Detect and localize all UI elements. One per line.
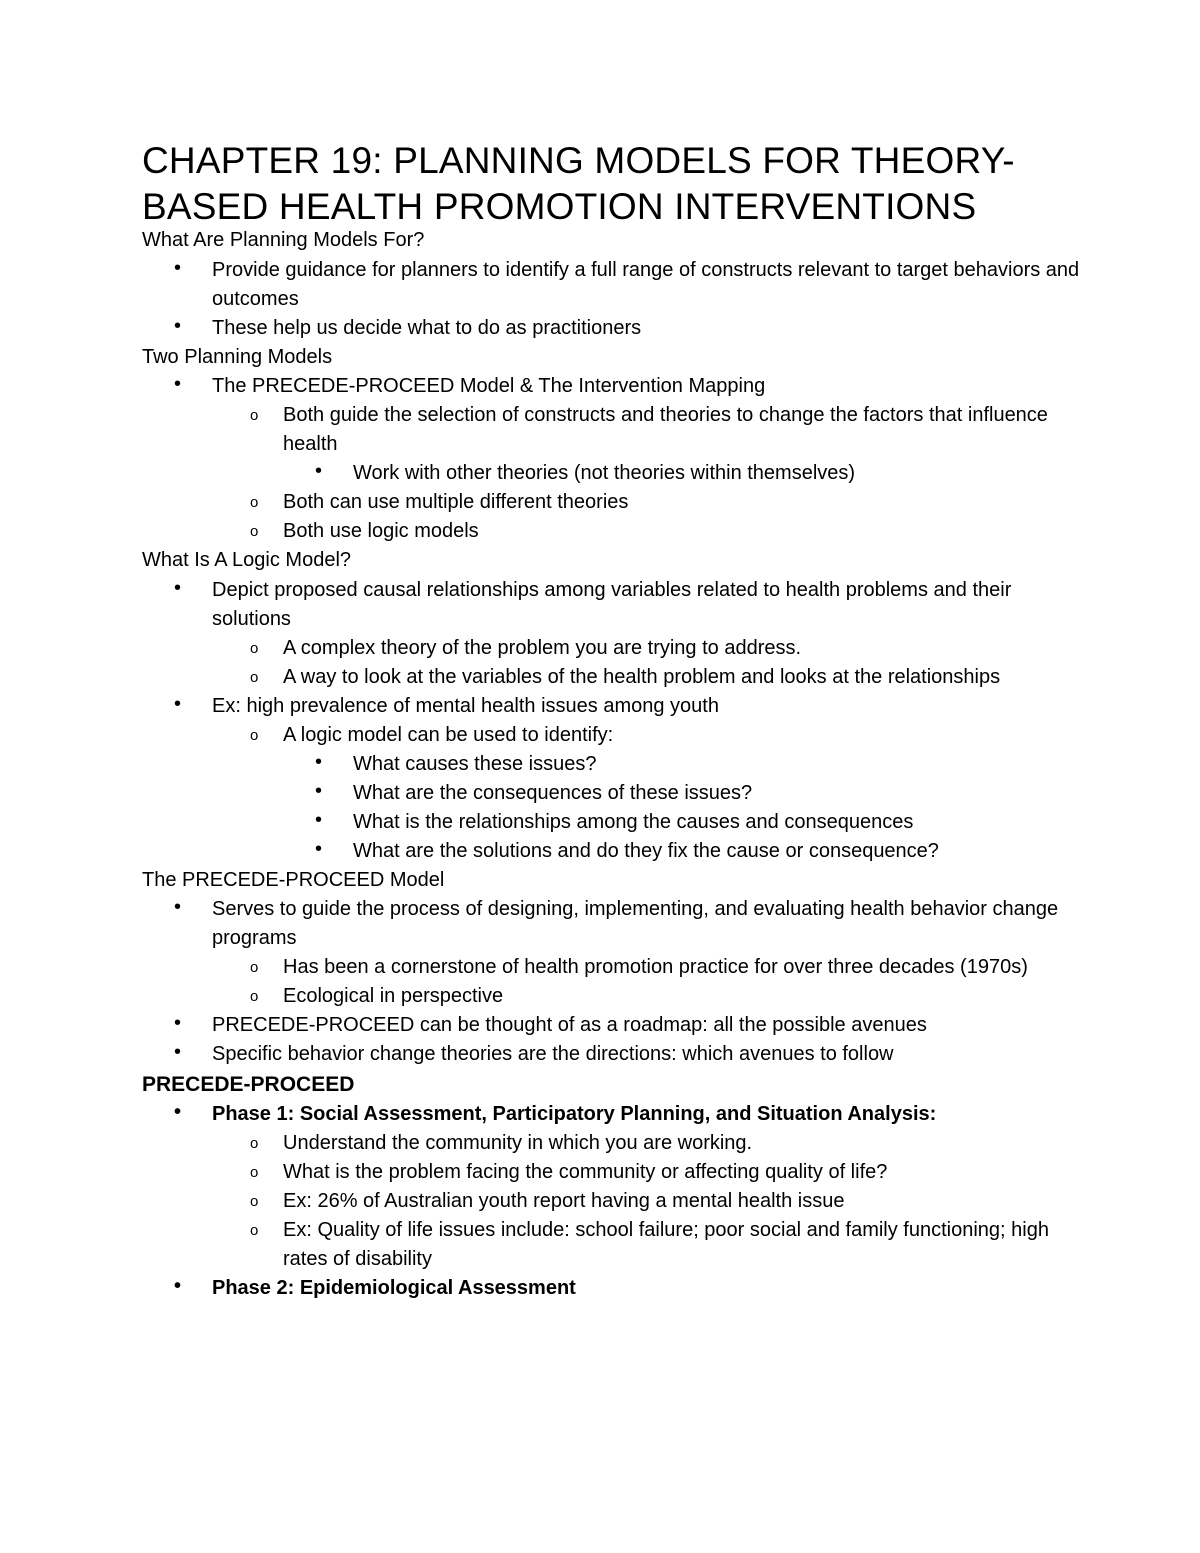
- list-item: [142, 314, 1082, 343]
- list-item: [142, 663, 1082, 692]
- bullet-icon: •: [174, 256, 182, 279]
- list-item-text: Phase 1: Social Assessment, Participatory Planning, and Situation Analysis:: [212, 1103, 937, 1125]
- list-item-text: Has been a cornerstone of health promotion practice for over three decades (1970s): [283, 956, 1028, 978]
- list-item-text: Both guide the selection of constructs and theories to change the factors that influence health: [283, 404, 1048, 455]
- list-item-text: Specific behavior change theories are the directions: which avenues to follow: [212, 1043, 894, 1065]
- list-item: [142, 401, 1082, 459]
- list-item-text: What causes these issues?: [353, 752, 597, 775]
- list-item-text: A complex theory of the problem you are trying to address.: [283, 636, 802, 659]
- circle-bullet-icon: o: [250, 959, 259, 976]
- bullet-icon: •: [174, 692, 182, 715]
- list-item: [142, 837, 1082, 866]
- list-item: [142, 982, 1082, 1011]
- section-heading: What Is A Logic Model?: [142, 549, 352, 571]
- bullet-icon: •: [174, 896, 182, 918]
- list-item: [142, 488, 1082, 517]
- circle-bullet-icon: o: [250, 726, 259, 744]
- bullet-icon: •: [315, 779, 323, 802]
- list-item: [142, 517, 1082, 546]
- section-heading: Two Planning Models: [142, 345, 333, 368]
- list-item-text: Both use logic models: [283, 520, 479, 542]
- list-item: [142, 1158, 1082, 1187]
- bullet-icon: •: [315, 837, 323, 860]
- list-item: [142, 1040, 1082, 1069]
- circle-bullet-icon: o: [250, 1164, 259, 1181]
- list-item: [142, 692, 1082, 721]
- list-item-text: Work with other theories (not theories within themselves): [353, 462, 856, 484]
- section-heading: The PRECEDE-PROCEED Model: [142, 868, 445, 891]
- list-item-text: Serves to guide the process of designing, implementing, and evaluating health behavior change programs: [212, 898, 1059, 949]
- circle-bullet-icon: o: [250, 407, 259, 424]
- list-item: [142, 1011, 1082, 1040]
- circle-bullet-icon: o: [250, 639, 259, 657]
- bullet-icon: •: [174, 1275, 182, 1297]
- list-item: [142, 459, 1082, 488]
- list-item: [142, 1187, 1082, 1216]
- list-item: [142, 895, 1082, 953]
- circle-bullet-icon: o: [250, 523, 259, 540]
- circle-bullet-icon: o: [250, 494, 259, 511]
- list-item: [142, 634, 1082, 663]
- bullet-icon: •: [315, 460, 323, 482]
- circle-bullet-icon: o: [250, 1193, 259, 1210]
- bullet-icon: •: [174, 576, 182, 599]
- list-item: [142, 1129, 1082, 1158]
- phase-1-item: [142, 1100, 1082, 1129]
- list-item-text: What is the problem facing the community or affecting quality of life?: [283, 1161, 888, 1183]
- list-item-text: Phase 2: Epidemiological Assessment: [212, 1277, 576, 1299]
- chapter-title: CHAPTER 19: PLANNING MODELS FOR THEORY-BASED HEALTH PROMOTION INTERVENTIONS: [142, 140, 1015, 227]
- list-item-text: What are the consequences of these issues?: [353, 781, 753, 804]
- list-item-text: A logic model can be used to identify:: [283, 723, 614, 746]
- circle-bullet-icon: o: [250, 668, 259, 686]
- list-item: [142, 953, 1082, 982]
- bullet-icon: •: [174, 314, 182, 337]
- bullet-icon: •: [315, 808, 323, 831]
- bullet-icon: •: [174, 1041, 182, 1063]
- list-item: [142, 1216, 1082, 1274]
- phase-2-item: [142, 1274, 1082, 1303]
- bullet-icon: •: [174, 373, 182, 395]
- list-item-text: What are the solutions and do they fix the cause or consequence?: [353, 839, 939, 862]
- list-item-text: Provide guidance for planners to identify a full range of constructs relevant to target behaviors and outcomes: [212, 258, 1080, 310]
- list-item-text: The PRECEDE-PROCEED Model & The Intervention Mapping: [212, 375, 766, 397]
- list-item-text: Depict proposed causal relationships among variables related to health problems and their solutions: [212, 578, 1012, 630]
- list-item-text: Both can use multiple different theories: [283, 491, 629, 513]
- list-item: [142, 372, 1082, 401]
- bold-section-heading: PRECEDE-PROCEED: [142, 1073, 355, 1096]
- list-item: [142, 576, 1082, 634]
- list-item-text: A way to look at the variables of the health problem and looks at the relationships: [283, 665, 1001, 688]
- bullet-icon: •: [315, 750, 323, 773]
- list-item-text: PRECEDE-PROCEED can be thought of as a roadmap: all the possible avenues: [212, 1014, 927, 1036]
- list-item-text: What is the relationships among the causes and consequences: [353, 810, 914, 833]
- list-item-text: Ecological in perspective: [283, 985, 504, 1007]
- list-item-text: Ex: 26% of Australian youth report having a mental health issue: [283, 1190, 845, 1212]
- circle-bullet-icon: o: [250, 988, 259, 1005]
- section-heading: What Are Planning Models For?: [142, 229, 425, 251]
- circle-bullet-icon: o: [250, 1135, 259, 1152]
- list-item: [142, 721, 1082, 750]
- list-item-text: Understand the community in which you are working.: [283, 1132, 753, 1154]
- circle-bullet-icon: o: [250, 1222, 259, 1239]
- list-item: [142, 808, 1082, 837]
- list-item: [142, 779, 1082, 808]
- list-item: [142, 750, 1082, 779]
- bullet-icon: •: [174, 1012, 182, 1034]
- list-item-text: These help us decide what to do as practitioners: [212, 316, 642, 339]
- list-item: [142, 256, 1082, 314]
- list-item-text: Ex: Quality of life issues include: school failure; poor social and family functioning; high rates of disability: [283, 1219, 1049, 1270]
- list-item-text: Ex: high prevalence of mental health issues among youth: [212, 694, 719, 717]
- bullet-icon: •: [174, 1101, 182, 1123]
- document-page: [142, 138, 1082, 1303]
